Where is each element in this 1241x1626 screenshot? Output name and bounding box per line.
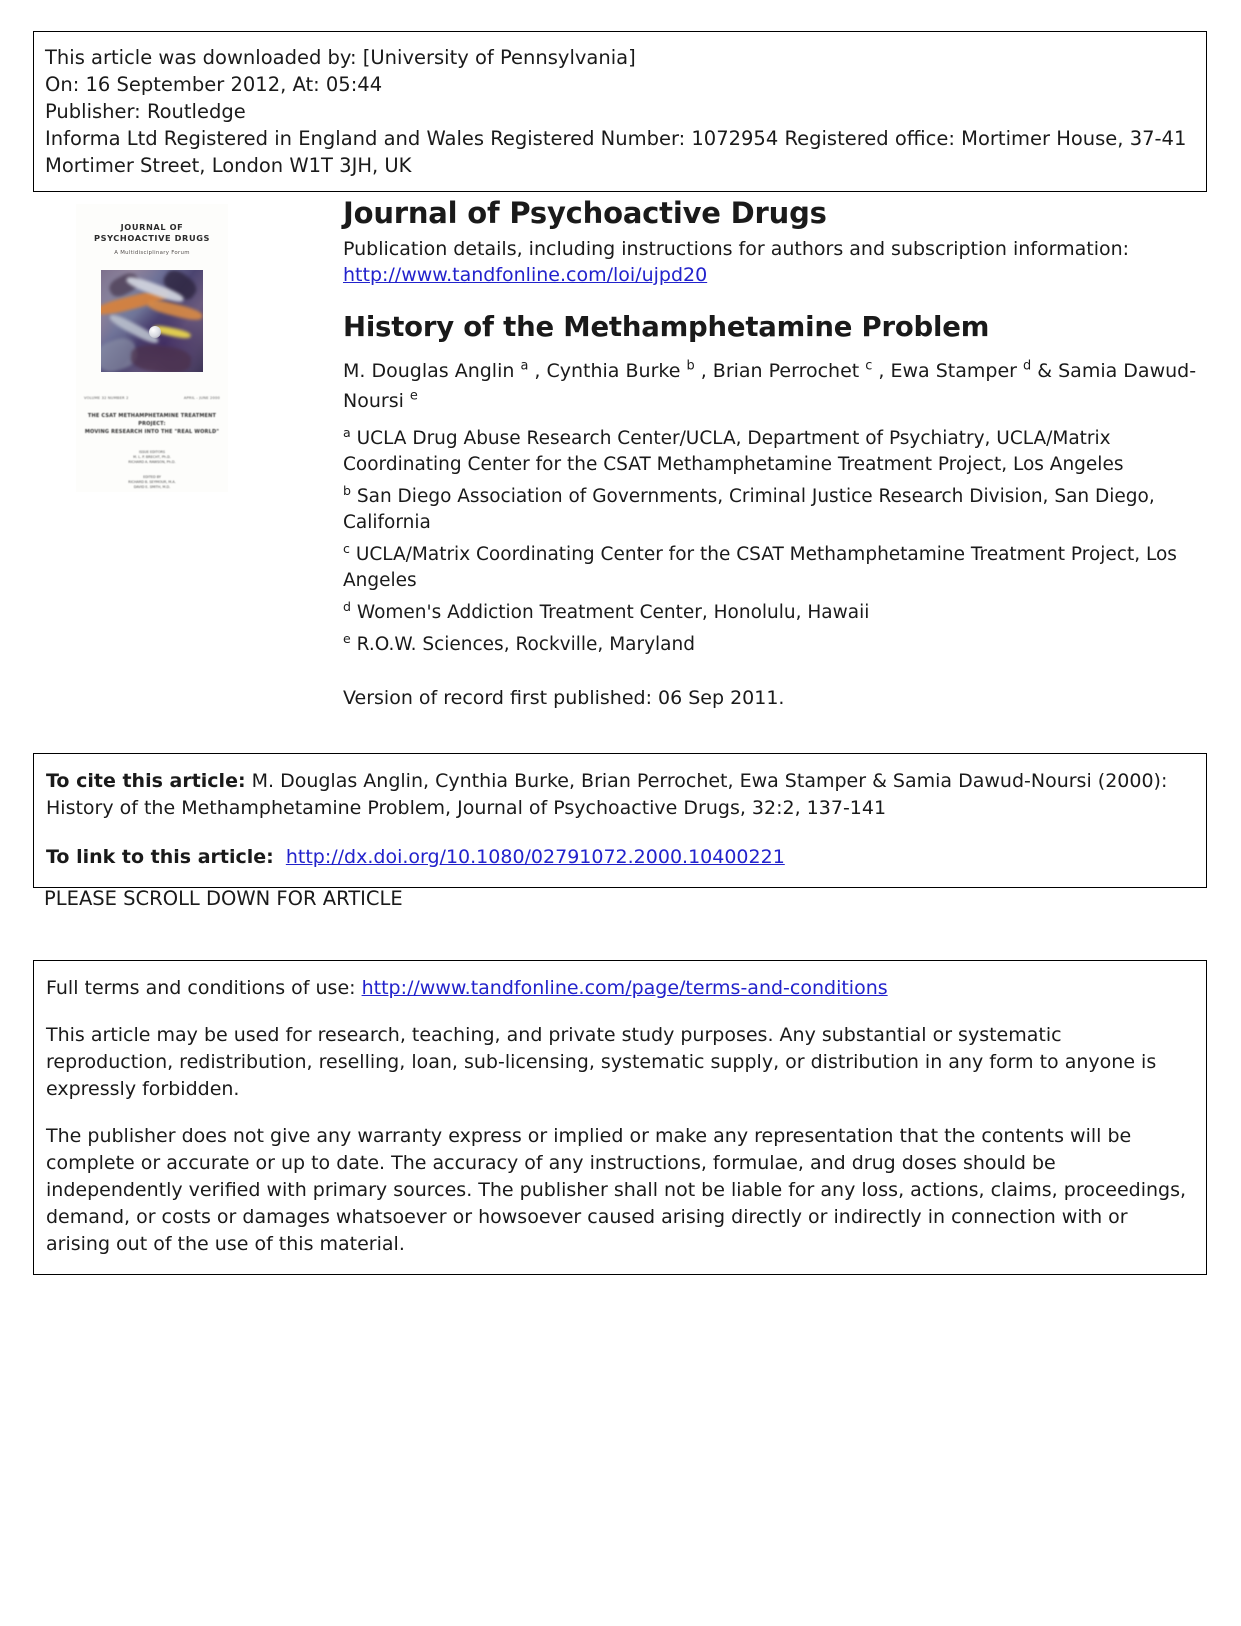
- version-of-record: Version of record first published: 06 Sep 2011.: [343, 687, 785, 709]
- affiliation-d: [343, 600, 1207, 626]
- author-name: Ewa Stamper: [890, 360, 1017, 382]
- terms-paragraph-1: This article may be used for research, teaching, and private study purposes. Any substantial or systematic reproduction, redistribution, reselling, loan, sub-licensing, systematic supply, or distribution in any form to anyone is expressly forbidden.: [46, 1024, 1157, 1100]
- affiliation-text: San Diego Association of Governments, Criminal Justice Research Division, San Diego, California: [343, 486, 1155, 533]
- link-to-this-article-label: To link to this article:: [46, 846, 274, 868]
- download-notice-line-2: On: 16 September 2012, At: 05:44: [45, 73, 383, 96]
- author-name: Cynthia Burke: [546, 360, 681, 382]
- affiliation-text: UCLA/Matrix Coordinating Center for the CSAT Methamphetamine Treatment Project, Los Angeles: [343, 544, 1177, 591]
- terms-and-conditions-link[interactable]: http://www.tandfonline.com/page/terms-and-conditions: [361, 977, 888, 999]
- link-to-this-article: [46, 844, 1194, 871]
- author-entry: [546, 360, 712, 382]
- affiliation-marker: e: [343, 630, 351, 646]
- cover-credits-editors: [76, 450, 228, 466]
- cover-subtitle: A Multidisciplinary Forum: [114, 250, 190, 256]
- affiliation-marker: a: [343, 424, 351, 440]
- journal-info-column: [333, 196, 1207, 730]
- article-title: History of the Methamphetamine Problem: [343, 311, 990, 343]
- cover-volume-number: VOLUME 32 NUMBER 2: [84, 396, 129, 400]
- cite-this-article-text: M. Douglas Anglin, Cynthia Burke, Brian Perrochet, Ewa Stamper & Samia Dawud-Noursi (2000): History of the Methamphetamine Problem, Journal of Psychoactive Drugs, 32:2, 137-141: [46, 770, 1168, 819]
- journal-cover-thumbnail: [76, 204, 228, 492]
- cover-artwork-image: [101, 270, 203, 372]
- author-affiliation-marker: a: [520, 358, 529, 374]
- author-list: [343, 356, 1207, 416]
- citation-box: [33, 753, 1207, 888]
- artwork-highlight-dot: [149, 326, 161, 338]
- affiliation-a: [343, 426, 1207, 478]
- cover-credits-line-4: EDITED BY: [143, 474, 161, 479]
- affiliation-text: R.O.W. Sciences, Rockville, Maryland: [356, 634, 695, 655]
- cover-title-line-2: PSYCHOACTIVE DRUGS: [93, 233, 211, 243]
- terms-paragraph-2: The publisher does not give any warranty express or implied or make any representation that the contents will be complete or accurate or up to date. The accuracy of any instructions, formulae, and drug doses should be independently verified with primary sources. The publisher shall not be liable for any loss, actions, claims, proceedings, demand, or costs or damages whatsoever or howsoever caused arising directly or indirectly in connection with or arising out of the use of this material.: [46, 1125, 1187, 1255]
- journal-homepage-link[interactable]: http://www.tandfonline.com/loi/ujpd20: [343, 264, 708, 286]
- cite-this-article-label: To cite this article:: [46, 770, 246, 792]
- cover-credits-line-5: RICHARD B. SEYMOUR, M.A.: [128, 479, 176, 484]
- affiliation-marker: b: [343, 482, 351, 498]
- cover-title: [76, 222, 228, 244]
- cover-issue-headline-line-1: THE CSAT METHAMPHETAMINE TREATMENT PROJECT:: [87, 413, 217, 427]
- cover-credits-line-6: DAVID E. SMITH, M.D.: [133, 485, 171, 490]
- full-terms-label: Full terms and conditions of use:: [46, 977, 362, 999]
- download-notice-line-3: Publisher: Routledge: [45, 100, 246, 123]
- full-terms-line: [46, 975, 1194, 1002]
- affiliation-marker: c: [343, 540, 350, 556]
- author-name: Brian Perrochet: [712, 360, 860, 382]
- author-affiliation-marker: b: [686, 358, 695, 374]
- masthead: [33, 196, 1207, 730]
- affiliation-b: [343, 484, 1207, 536]
- author-separator: ,: [872, 360, 891, 382]
- cover-credits-line-2: M. L. P. BRECHT, Ph.D.: [133, 455, 171, 460]
- cite-this-article: [46, 768, 1194, 822]
- publication-details: [343, 236, 1207, 288]
- cover-title-line-1: JOURNAL OF: [120, 222, 184, 232]
- author-separator: &: [1031, 360, 1059, 382]
- author-name: Samia Dawud-Noursi: [343, 360, 1197, 412]
- author-affiliation-marker: d: [1023, 358, 1032, 374]
- cover-volume-meta: [84, 396, 220, 400]
- affiliation-text: UCLA Drug Abuse Research Center/UCLA, Department of Psychiatry, UCLA/Matrix Coordinating Center for the CSAT Methamphetamine Treatment Project, Los Angeles: [343, 428, 1124, 475]
- artwork-shape: [130, 343, 192, 372]
- affiliation-text: Women's Addiction Treatment Center, Honolulu, Hawaii: [356, 602, 870, 623]
- author-affiliation-marker: e: [409, 388, 418, 404]
- download-notice-line-4: Informa Ltd Registered in England and Wales Registered Number: 1072954 Registered office: Mortimer House, 37-41 Mortimer Street, London W1T 3JH, UK: [45, 127, 1193, 177]
- cover-credits-edited-by: [76, 475, 228, 491]
- download-notice-box: [33, 31, 1207, 192]
- publication-details-text: Publication details, including instructions for authors and subscription information:: [343, 238, 1130, 260]
- cover-credits-line-1: ISSUE EDITORS: [138, 450, 165, 454]
- author-name: M. Douglas Anglin: [343, 360, 515, 382]
- terms-and-conditions-box: [33, 960, 1207, 1275]
- author-entry: [713, 360, 891, 382]
- scroll-down-notice: PLEASE SCROLL DOWN FOR ARTICLE: [44, 887, 403, 910]
- author-entry: [891, 360, 1059, 382]
- affiliation-e: [343, 632, 1207, 658]
- author-separator: ,: [694, 360, 713, 382]
- download-notice-line-1: This article was downloaded by: [University of Pennsylvania]: [45, 46, 636, 69]
- author-affiliation-marker: c: [865, 358, 873, 374]
- affiliation-marker: d: [343, 598, 351, 614]
- cover-column: [33, 196, 333, 492]
- doi-link[interactable]: http://dx.doi.org/10.1080/02791072.2000.10400221: [285, 846, 785, 868]
- cover-credits: [76, 450, 228, 490]
- cover-issue-headline-line-2: MOVING RESEARCH INTO THE "REAL WORLD": [84, 429, 220, 435]
- affiliation-c: [343, 542, 1207, 594]
- cover-issue-date: APRIL - JUNE 2000: [183, 396, 220, 400]
- cover-credits-line-3: RICHARD A. RAWSON, Ph.D.: [128, 460, 176, 465]
- author-entry: [343, 360, 546, 382]
- journal-name: Journal of Psychoactive Drugs: [343, 196, 827, 230]
- cover-issue-headline: [82, 412, 222, 436]
- author-separator: ,: [528, 360, 547, 382]
